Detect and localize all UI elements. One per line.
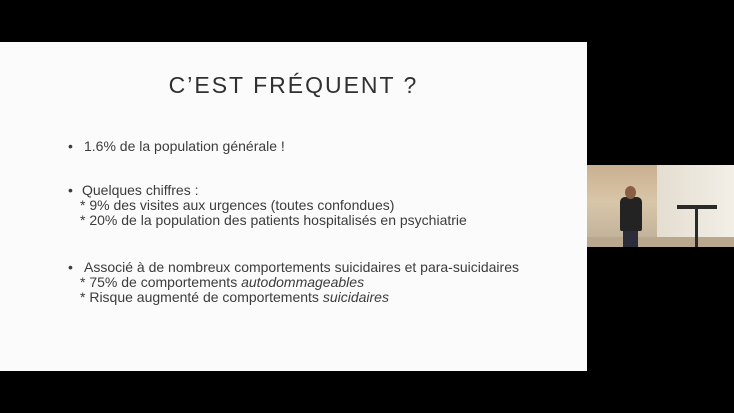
sub-item-text: * Risque augmenté de comportements (80, 289, 323, 305)
bullet-marker: • (68, 138, 73, 154)
webcam-floor (587, 237, 734, 247)
bullet-comportements (68, 260, 519, 305)
sub-item-text: * 75% de comportements (80, 274, 242, 290)
webcam-desk-leg (695, 209, 698, 247)
bullet-text: 1.6% de la population générale ! (84, 138, 285, 154)
presentation-slide (0, 42, 587, 371)
bullet-heading: Associé à de nombreux comportements suicidaires et para-suicidaires (84, 259, 519, 275)
speaker-body (620, 197, 642, 231)
speaker-legs (623, 229, 638, 247)
bullet-marker: • (68, 259, 73, 275)
sub-item (68, 275, 519, 290)
bullet-heading: Quelques chiffres : (82, 182, 199, 198)
bullet-population (68, 139, 285, 154)
sub-item-emphasis: suicidaires (322, 289, 389, 305)
sub-item: * 9% des visites aux urgences (toutes confondues) (80, 197, 395, 213)
sub-item-emphasis: autodommageables (241, 274, 365, 290)
bullet-chiffres (68, 183, 467, 228)
sub-item: * 20% de la population des patients hospitalisés en psychiatrie (80, 212, 467, 228)
speaker-webcam-thumbnail[interactable] (587, 165, 734, 247)
slide-title: C’EST FRÉQUENT ? (168, 72, 419, 98)
sub-item (68, 290, 519, 305)
bullet-marker: • (68, 182, 73, 198)
speaker-head (625, 186, 636, 199)
